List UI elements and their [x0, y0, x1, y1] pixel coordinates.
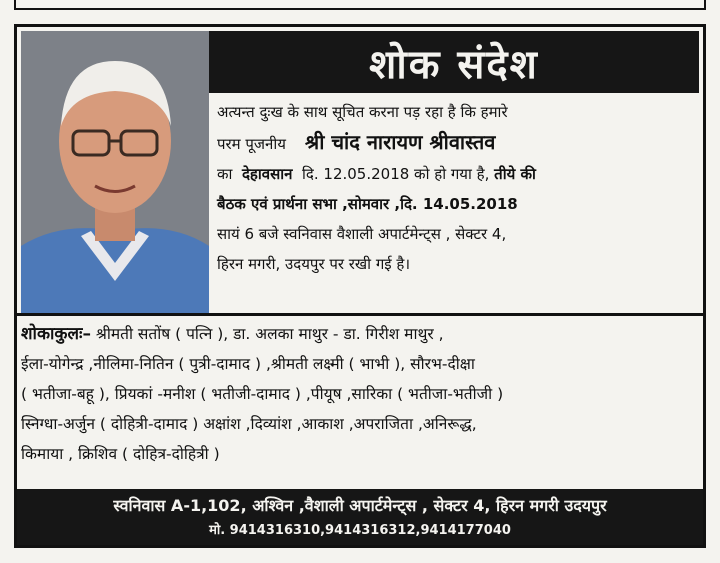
condolence-notice [14, 24, 706, 548]
residence-address: स्वनिवास A-1,102, अश्विन ,वैशाली अपार्टमेन्ट्स , सेक्टर 4, हिरन मगरी उदयपुर [113, 496, 607, 515]
ceremony-start: तीये की [494, 165, 536, 183]
phone-numbers: मो. 9414316310,9414316312,9414177040 [209, 523, 511, 538]
bereaved-family-list [21, 319, 701, 469]
family-line-1 [21, 319, 701, 349]
intro-line-3 [217, 159, 695, 189]
previous-notice-edge [14, 0, 706, 10]
family-label: शोकाकुलः– [21, 324, 91, 344]
ceremony-details: बैठक एवं प्रार्थना सभा ,सोमवार ,दि. 14.05.2018 [217, 195, 518, 213]
intro-line-1: अत्यन्त दुःख के साथ सूचित करना पड़ रहा है कि हमारे [217, 103, 508, 121]
notice-title: शोक संदेश [369, 40, 539, 88]
family-line-4: स्निग्धा-अर्जुन ( दोहित्री-दामाद ) अक्षांश ,दिव्यांश ,आकाश ,अपराजिता ,अनिरूद्ध, [21, 415, 477, 433]
ka-word: का [217, 165, 233, 183]
family-line-3: ( भतीजा-बहू ), प्रियकां -मनीश ( भतीजी-दामाद ) ,पीयूष ,सारिका ( भतीजा-भतीजी ) [21, 385, 504, 403]
deceased-name: श्री चांद नारायण श्रीवास्तव [305, 130, 496, 154]
family-line-2: ईला-योगेन्द्र ,नीलिमा-नितिन ( पुत्री-दामाद ) ,श्रीमती लक्ष्मी ( भाभी ), सौरभ-दीक्षा [21, 355, 475, 373]
title-banner [209, 31, 699, 93]
announcement-text [217, 97, 695, 279]
passing-date: दि. 12.05.2018 को हो गया है, [302, 165, 490, 183]
contact-footer [17, 489, 703, 545]
intro-line-5: सायं 6 बजे स्वनिवास वैशाली अपार्टमेन्ट्स , सेक्टर 4, [217, 225, 507, 243]
passing-word: देहावसान [241, 165, 293, 183]
intro-line-2 [217, 127, 695, 159]
intro-line-6: हिरन मगरी, उदयपुर पर रखी गई है। [217, 255, 411, 273]
section-divider [17, 313, 703, 316]
honorific: परम पूजनीय [217, 135, 286, 153]
family-line-5: किमाया , क्रिशिव ( दोहित्र-दोहित्री ) [21, 445, 220, 463]
family-line-1-text: श्रीमती सतोंष ( पत्नि ), डा. अलका माथुर - डा. गिरीश माथुर , [95, 325, 444, 343]
portrait-photo [21, 31, 209, 313]
portrait-illustration [21, 31, 209, 313]
